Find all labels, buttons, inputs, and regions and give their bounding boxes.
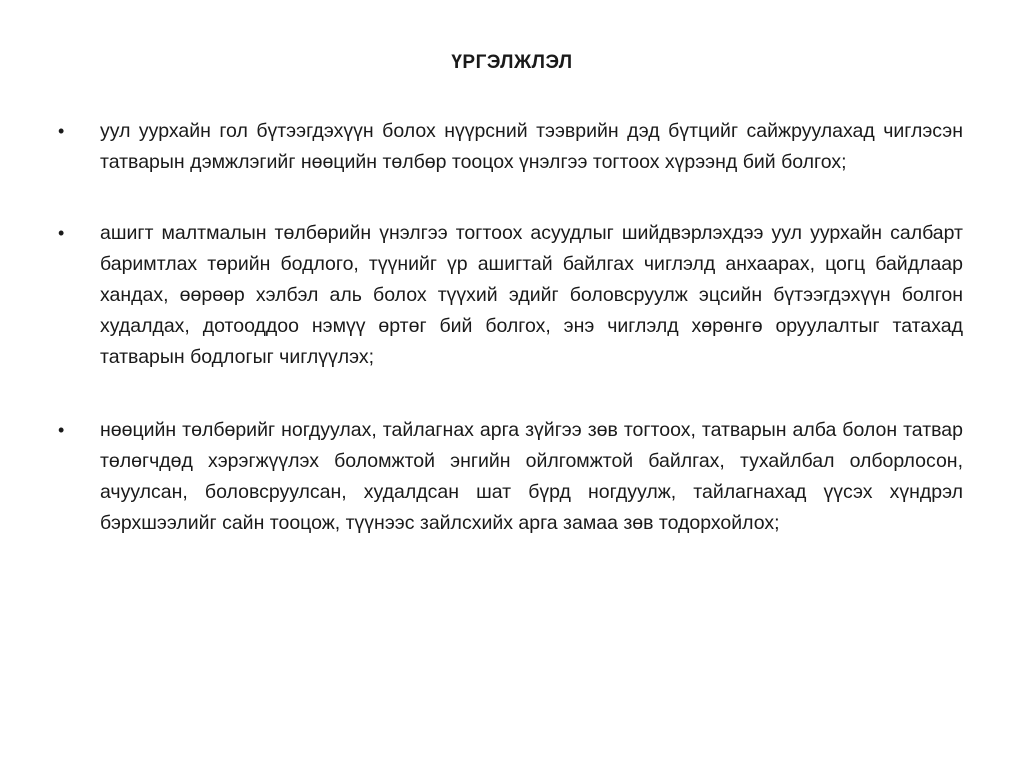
bullet-text: нөөцийн төлбөрийг ногдуулах, тайлагнах арга зүйгээ зөв тогтоох, татварын алба болон татвар төлөгчдөд хэрэгжүүлэх боломжтой энгийн ойлгомжтой байлгах, тухайлбал олборлосон, ачуулсан, боловсруулсан, худалдсан шат бүрд ногдуулж, тайлагнахад үүсэх хүндрэл бэрхшээлийг сайн тооцож, түүнээс зайлсхийх арга замаа зөв тодорхойлох; (100, 419, 963, 534)
bullet-list (58, 116, 963, 579)
bullet-dot-icon: • (58, 121, 65, 141)
slide-title: ҮРГЭЛЖЛЭЛ (451, 52, 573, 73)
bullet-text: ашигт малтмалын төлбөрийн үнэлгээ тогтоох асуудлыг шийдвэрлэхдээ уул уурхайн салбарт баримтлах төрийн бодлого, түүнийг үр ашигтай байлгах чиглэлд анхаарах, цогц байдлаар хандах, өөрөөр хэлбэл аль болох түүхий эдийг боловсруулж эцсийн бүтээгдэхүүн болгон худалдах, дотооддоо нэмүү өртөг бий болгох, энэ чиглэлд хөрөнгө оруулалтыг татахад татварын бодлогыг чиглүүлэх; (100, 222, 963, 368)
bullet-item (58, 116, 963, 178)
bullet-dot-icon: • (58, 420, 65, 440)
bullet-item (58, 218, 963, 373)
bullet-text: уул уурхайн гол бүтээгдэхүүн болох нүүрсний тээврийн дэд бүтцийг сайжруулахад чиглэсэн татварын дэмжлэгийг нөөцийн төлбөр тооцох үнэлгээ тогтоох хүрээнд бий болгох; (100, 120, 963, 173)
bullet-dot-icon: • (58, 223, 65, 243)
bullet-item (58, 415, 963, 539)
